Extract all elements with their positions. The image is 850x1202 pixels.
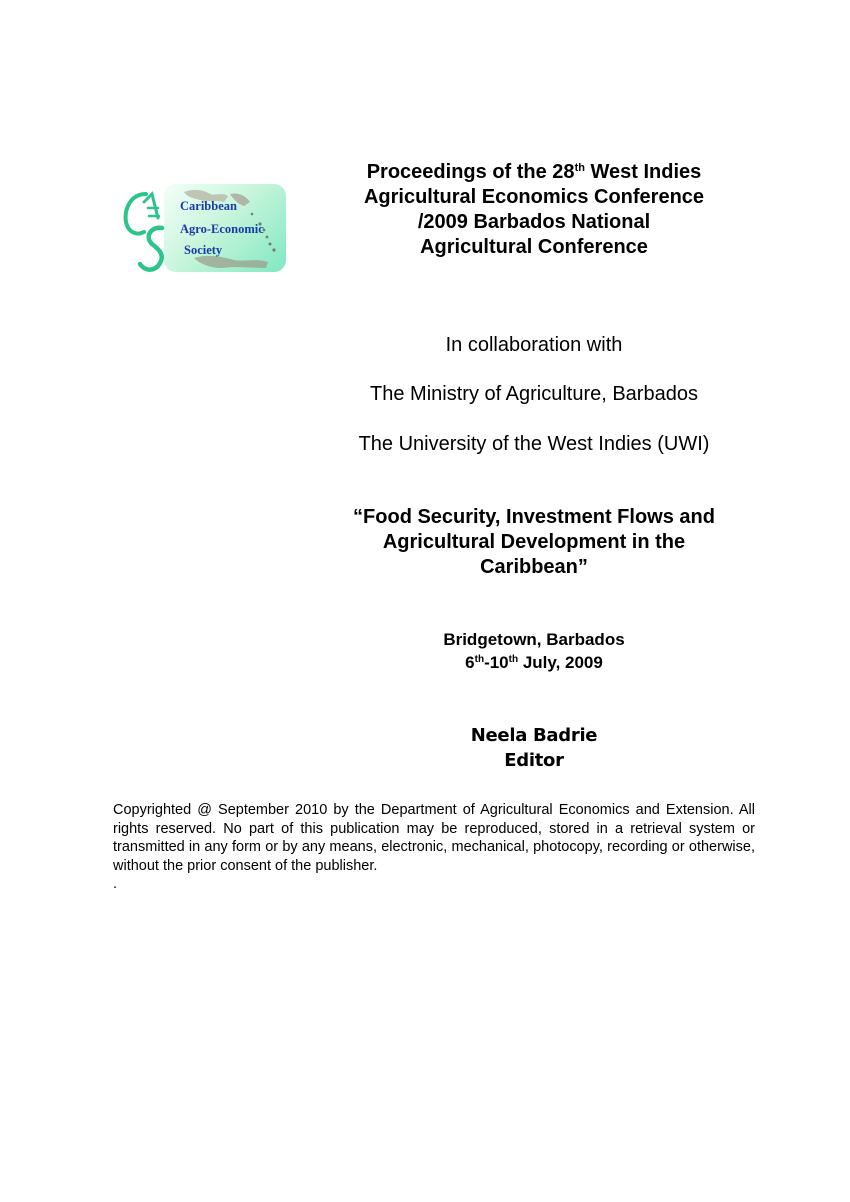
theme-line-3: Caribbean” [480, 556, 588, 578]
collaboration-partner-uwi: The University of the West Indies (UWI) [358, 433, 710, 455]
title-line-2: Agricultural Economics Conference [363, 186, 705, 208]
caes-monogram-icon [118, 188, 188, 272]
editor-name: Neela Badrie [470, 725, 598, 746]
society-logo [118, 184, 286, 272]
theme-line-1: “Food Security, Investment Flows and [353, 506, 715, 528]
event-location: Bridgetown, Barbados [443, 630, 625, 649]
copyright-notice: Copyrighted @ September 2010 by the Department of Agricultural Economics and Extension. All rights reserved. No part of this publication may be reproduced, stored in a retrieval system or transmitted in any form or by any means, electronic, mechanical, photocopy, recording or otherwise, without the prior consent of the publisher. [113, 802, 755, 874]
proceedings-title [320, 160, 748, 260]
title-line-3: /2009 Barbados National [417, 211, 651, 233]
conference-theme [320, 505, 748, 580]
title-line-1: Proceedings of the 28th West Indies [366, 161, 702, 183]
collaboration-partner-ministry: The Ministry of Agriculture, Barbados [370, 383, 698, 405]
theme-line-2: Agricultural Development in the [382, 531, 686, 553]
logo-word-agro-economic: Agro-Economic [180, 222, 264, 236]
logo-word-society: Society [184, 243, 223, 257]
collaboration-intro: In collaboration with [445, 334, 623, 356]
logo-word-caribbean: Caribbean [180, 199, 237, 213]
trailing-period: . [113, 876, 118, 892]
editor-role: Editor [504, 750, 564, 771]
title-line-4: Agricultural Conference [420, 236, 648, 258]
event-date: 6th-10th July, 2009 [465, 653, 603, 672]
